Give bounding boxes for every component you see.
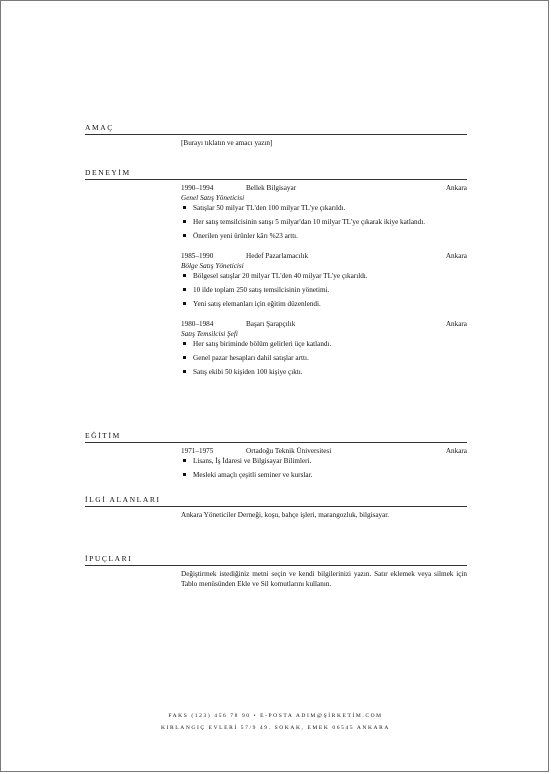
section-tips (85, 554, 467, 589)
footer-contact (1, 710, 550, 734)
education-bullets (181, 456, 467, 480)
job-dates: 1980–1984 (181, 320, 214, 328)
job-city: Ankara (445, 184, 467, 192)
job-entry (181, 183, 467, 241)
job-company: Bellek Bilgisayar (246, 184, 297, 192)
footer-fax-email: FAKS (123) 456 78 90 • E-POSTA ADIM@ŞİRKETİM.COM (168, 713, 383, 719)
list-item: Satışlar 50 milyar TL'den 100 milyar TL'ye çıkarıldı. (181, 203, 467, 213)
section-education (85, 431, 467, 484)
job-dates: 1990–1994 (181, 184, 214, 192)
list-item: Satış ekibi 50 kişiden 100 kişiye çıktı. (181, 367, 467, 377)
job-title: Genel Satış Yöneticisi (181, 194, 245, 202)
list-item: Bölgesel satışlar 20 milyar TL'den 40 milyar TL'ye çıkarıldı. (181, 271, 467, 281)
job-dates: 1985–1990 (181, 252, 214, 260)
list-item: Önerilen yeni ürünler kârı %23 arttı. (181, 231, 467, 241)
list-item: Genel pazar hesapları dahil satışlar arttı. (181, 353, 467, 363)
section-heading-objective: AMAÇ (85, 123, 467, 135)
list-item: Yeni satış elemanları için eğitim düzenlendi. (181, 299, 467, 309)
section-heading-interests: İLGİ ALANLARI (85, 495, 467, 507)
education-school: Ortadoğu Teknik Üniversitesi (246, 447, 332, 455)
section-interests (85, 495, 467, 520)
job-entry (181, 319, 467, 377)
objective-text[interactable]: [Burayı tıklatın ve amacı yazın] (181, 139, 273, 147)
section-heading-tips: İPUÇLARI (85, 554, 467, 566)
job-title: Satış Temsilcisi Şefi (181, 330, 238, 338)
list-item: Mesleki amaçlı çeşitli seminer ve kurslar. (181, 470, 467, 480)
list-item: 10 ilde toplam 250 satış temsilcisinin yönetimi. (181, 285, 467, 295)
job-company: Başarı Şarapçılık (246, 320, 296, 328)
education-city: Ankara (445, 447, 467, 455)
job-bullets (181, 203, 467, 241)
footer-address: KIRLANGIÇ EVLERİ 57/9 49. SOKAK, EMEK 06545 ANKARA (161, 725, 390, 731)
section-heading-education: EĞİTİM (85, 431, 467, 443)
job-entry (181, 251, 467, 309)
job-bullets (181, 339, 467, 377)
list-item: Her satış temsilcisinin satışı 5 milyar'dan 10 milyar TL'ye çıkarak ikiye katlandı. (181, 217, 467, 227)
section-objective (85, 123, 467, 148)
job-city: Ankara (445, 252, 467, 260)
section-experience (85, 168, 467, 387)
interests-text: Ankara Yöneticiler Derneği, koşu, bahçe işleri, marangozluk, bilgisayar. (181, 511, 390, 519)
list-item: Her satış biriminde bölüm gelirleri üçe katlandı. (181, 339, 467, 349)
job-company: Hedef Pazarlamacılık (246, 252, 309, 260)
job-title: Bölge Satış Yöneticisi (181, 262, 244, 270)
education-dates: 1971–1975 (181, 447, 214, 455)
section-heading-experience: DENEYİM (85, 168, 467, 180)
job-city: Ankara (445, 320, 467, 328)
job-bullets (181, 271, 467, 309)
tips-text: Değiştirmek istediğiniz metni seçin ve kendi bilgilerinizi yazın. Satır eklemek veya silmek için Tablo menüsünden Ekle ve Sil komutlarını kullanın. (181, 570, 467, 588)
list-item: Lisans, İş İdaresi ve Bilgisayar Bilimleri. (181, 456, 467, 466)
